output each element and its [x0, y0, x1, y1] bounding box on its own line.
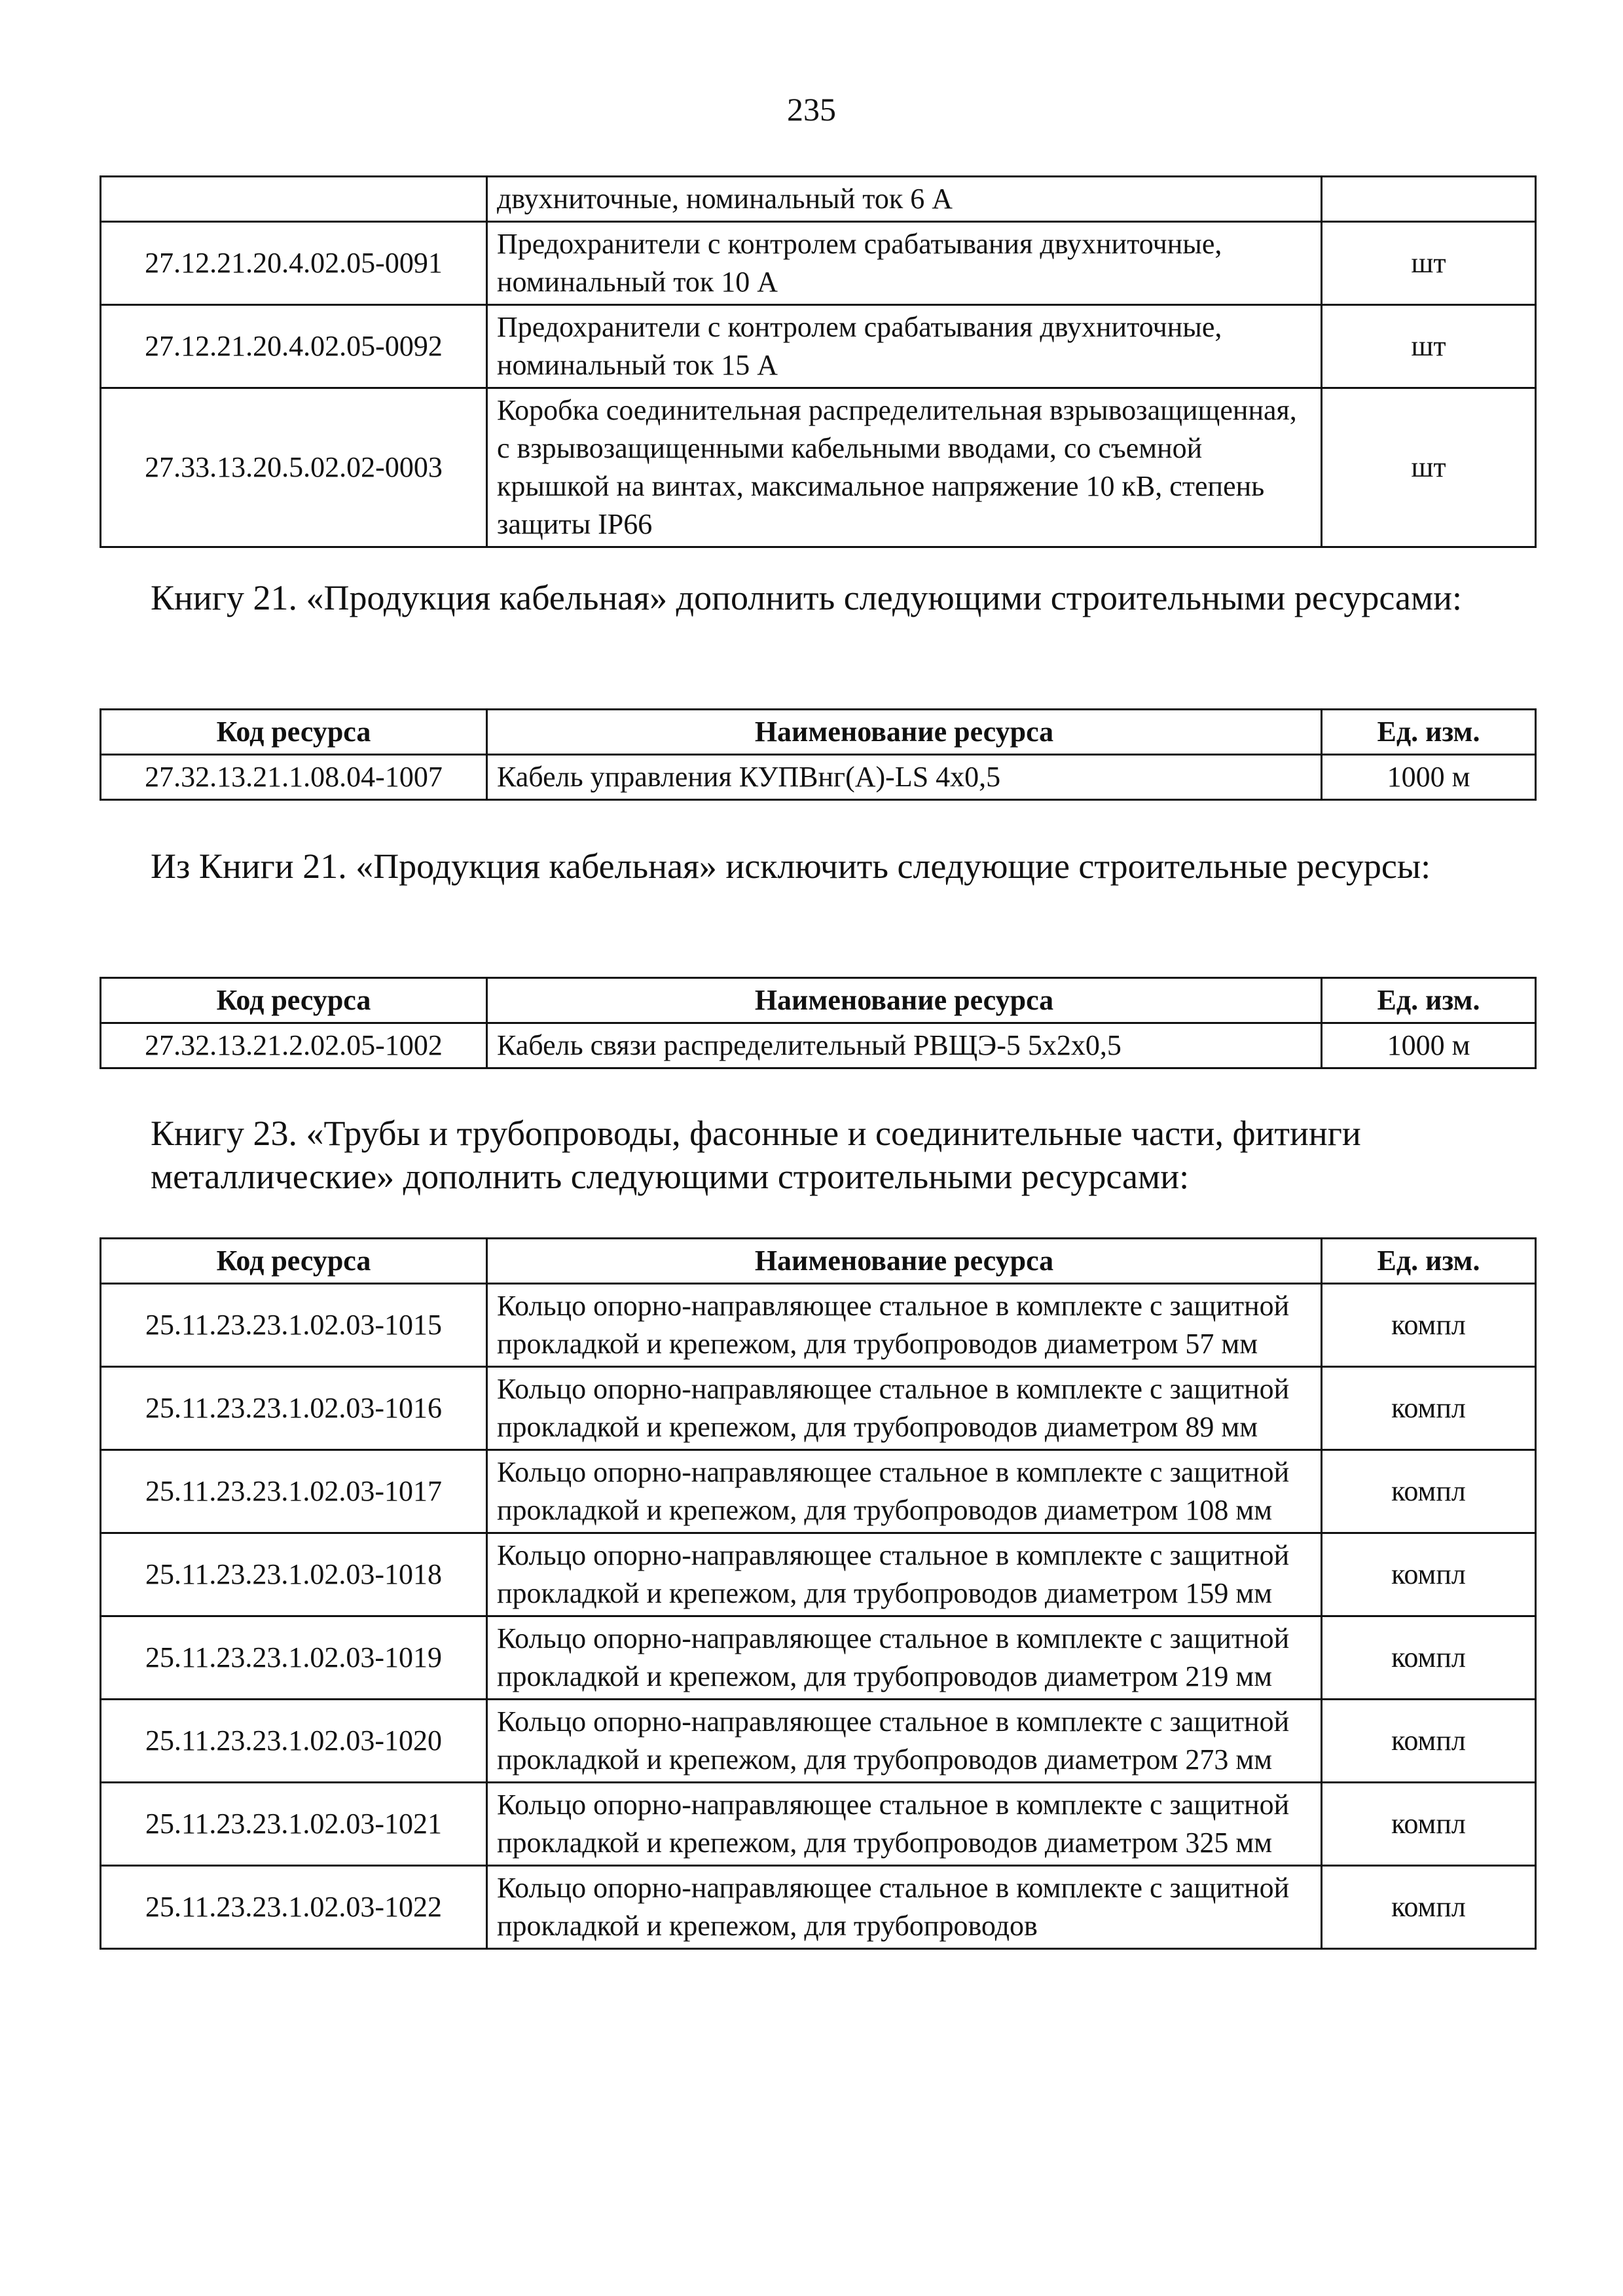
resource-unit: компл	[1322, 1450, 1536, 1533]
resource-name: Кольцо опорно-направляющее стальное в комплекте с защитной прокладкой и крепежом, для трубопроводов диаметром 57 мм	[487, 1284, 1322, 1367]
header-code: Код ресурса	[101, 1239, 487, 1284]
table-row	[101, 1783, 1536, 1866]
resource-name: Предохранители с контролем срабатывания двухниточные, номинальный ток 10 А	[487, 222, 1322, 305]
resource-name: Кабель управления КУПВнг(А)-LS 4x0,5	[487, 755, 1322, 800]
resource-code: 25.11.23.23.1.02.03-1019	[101, 1616, 487, 1700]
resource-name: двухниточные, номинальный ток 6 А	[487, 177, 1322, 222]
resource-unit: компл	[1322, 1700, 1536, 1783]
resources-table-book-23-add	[100, 1237, 1537, 1950]
table-row	[101, 177, 1536, 222]
table-header-row	[101, 710, 1536, 755]
resource-unit: компл	[1322, 1533, 1536, 1616]
resource-unit	[1322, 177, 1536, 222]
resource-unit: компл	[1322, 1783, 1536, 1866]
resource-code: 25.11.23.23.1.02.03-1021	[101, 1783, 487, 1866]
header-name: Наименование ресурса	[487, 1239, 1322, 1284]
resource-unit: компл	[1322, 1284, 1536, 1367]
header-unit: Ед. изм.	[1322, 710, 1536, 755]
resource-unit: компл	[1322, 1616, 1536, 1700]
table-row	[101, 1533, 1536, 1616]
header-name: Наименование ресурса	[487, 978, 1322, 1023]
table-row	[101, 1450, 1536, 1533]
paragraph-book-21-add: Книгу 21. «Продукция кабельная» дополнить следующими строительными ресурсами:	[151, 578, 1463, 617]
resource-code: 25.11.23.23.1.02.03-1015	[101, 1284, 487, 1367]
resource-code	[101, 177, 487, 222]
table-row	[101, 1284, 1536, 1367]
resource-code: 25.11.23.23.1.02.03-1017	[101, 1450, 487, 1533]
header-name: Наименование ресурса	[487, 710, 1322, 755]
resource-name: Кольцо опорно-направляющее стальное в комплекте с защитной прокладкой и крепежом, для трубопроводов диаметром 273 мм	[487, 1700, 1322, 1783]
resource-unit: компл	[1322, 1866, 1536, 1949]
header-code: Код ресурса	[101, 978, 487, 1023]
resource-code: 25.11.23.23.1.02.03-1020	[101, 1700, 487, 1783]
resource-name: Кольцо опорно-направляющее стальное в комплекте с защитной прокладкой и крепежом, для трубопроводов	[487, 1866, 1322, 1949]
resource-code: 25.11.23.23.1.02.03-1022	[101, 1866, 487, 1949]
resource-code: 27.32.13.21.1.08.04-1007	[101, 755, 487, 800]
table-row	[101, 1700, 1536, 1783]
resources-table-book-21-add	[100, 708, 1537, 801]
resource-code: 27.12.21.20.4.02.05-0092	[101, 305, 487, 388]
resource-name: Кольцо опорно-направляющее стальное в комплекте с защитной прокладкой и крепежом, для трубопроводов диаметром 219 мм	[487, 1616, 1322, 1700]
table-row	[101, 1023, 1536, 1068]
table-header-row	[101, 978, 1536, 1023]
resource-unit: 1000 м	[1322, 1023, 1536, 1068]
table-row	[101, 755, 1536, 800]
table-row	[101, 222, 1536, 305]
resource-name: Предохранители с контролем срабатывания двухниточные, номинальный ток 15 А	[487, 305, 1322, 388]
resource-unit: 1000 м	[1322, 755, 1536, 800]
resource-name: Кольцо опорно-направляющее стальное в комплекте с защитной прокладкой и крепежом, для трубопроводов диаметром 89 мм	[487, 1367, 1322, 1450]
paragraph-book-23-add: Книгу 23. «Трубы и трубопроводы, фасонные и соединительные части, фитинги металлические» дополнить следующими строительными ресурсами:	[151, 1114, 1361, 1196]
resource-name: Кольцо опорно-направляющее стальное в комплекте с защитной прокладкой и крепежом, для трубопроводов диаметром 325 мм	[487, 1783, 1322, 1866]
resource-code: 25.11.23.23.1.02.03-1016	[101, 1367, 487, 1450]
resource-unit: шт	[1322, 305, 1536, 388]
paragraph-book-21-remove: Из Книги 21. «Продукция кабельная» исключить следующие строительные ресурсы:	[151, 847, 1431, 886]
resource-unit: шт	[1322, 222, 1536, 305]
table-row	[101, 1616, 1536, 1700]
resource-name: Коробка соединительная распределительная взрывозащищенная, с взрывозащищенными кабельными вводами, со съемной крышкой на винтах, максимальное напряжение 10 кВ, степень защиты IP66	[487, 388, 1322, 547]
resource-code: 25.11.23.23.1.02.03-1018	[101, 1533, 487, 1616]
table-row	[101, 1866, 1536, 1949]
header-unit: Ед. изм.	[1322, 978, 1536, 1023]
page-number: 235	[787, 91, 836, 128]
resources-table-book-21-remove	[100, 977, 1537, 1069]
resource-code: 27.12.21.20.4.02.05-0091	[101, 222, 487, 305]
resource-unit: компл	[1322, 1367, 1536, 1450]
table-header-row	[101, 1239, 1536, 1284]
resource-unit: шт	[1322, 388, 1536, 547]
resources-table-book-20-continued	[100, 175, 1537, 548]
resource-name: Кольцо опорно-направляющее стальное в комплекте с защитной прокладкой и крепежом, для трубопроводов диаметром 159 мм	[487, 1533, 1322, 1616]
resource-code: 27.33.13.20.5.02.02-0003	[101, 388, 487, 547]
header-code: Код ресурса	[101, 710, 487, 755]
table-row	[101, 388, 1536, 547]
table-row	[101, 1367, 1536, 1450]
resource-code: 27.32.13.21.2.02.05-1002	[101, 1023, 487, 1068]
resource-name: Кольцо опорно-направляющее стальное в комплекте с защитной прокладкой и крепежом, для трубопроводов диаметром 108 мм	[487, 1450, 1322, 1533]
resource-name: Кабель связи распределительный РВЩЭ-5 5x2x0,5	[487, 1023, 1322, 1068]
table-row	[101, 305, 1536, 388]
header-unit: Ед. изм.	[1322, 1239, 1536, 1284]
